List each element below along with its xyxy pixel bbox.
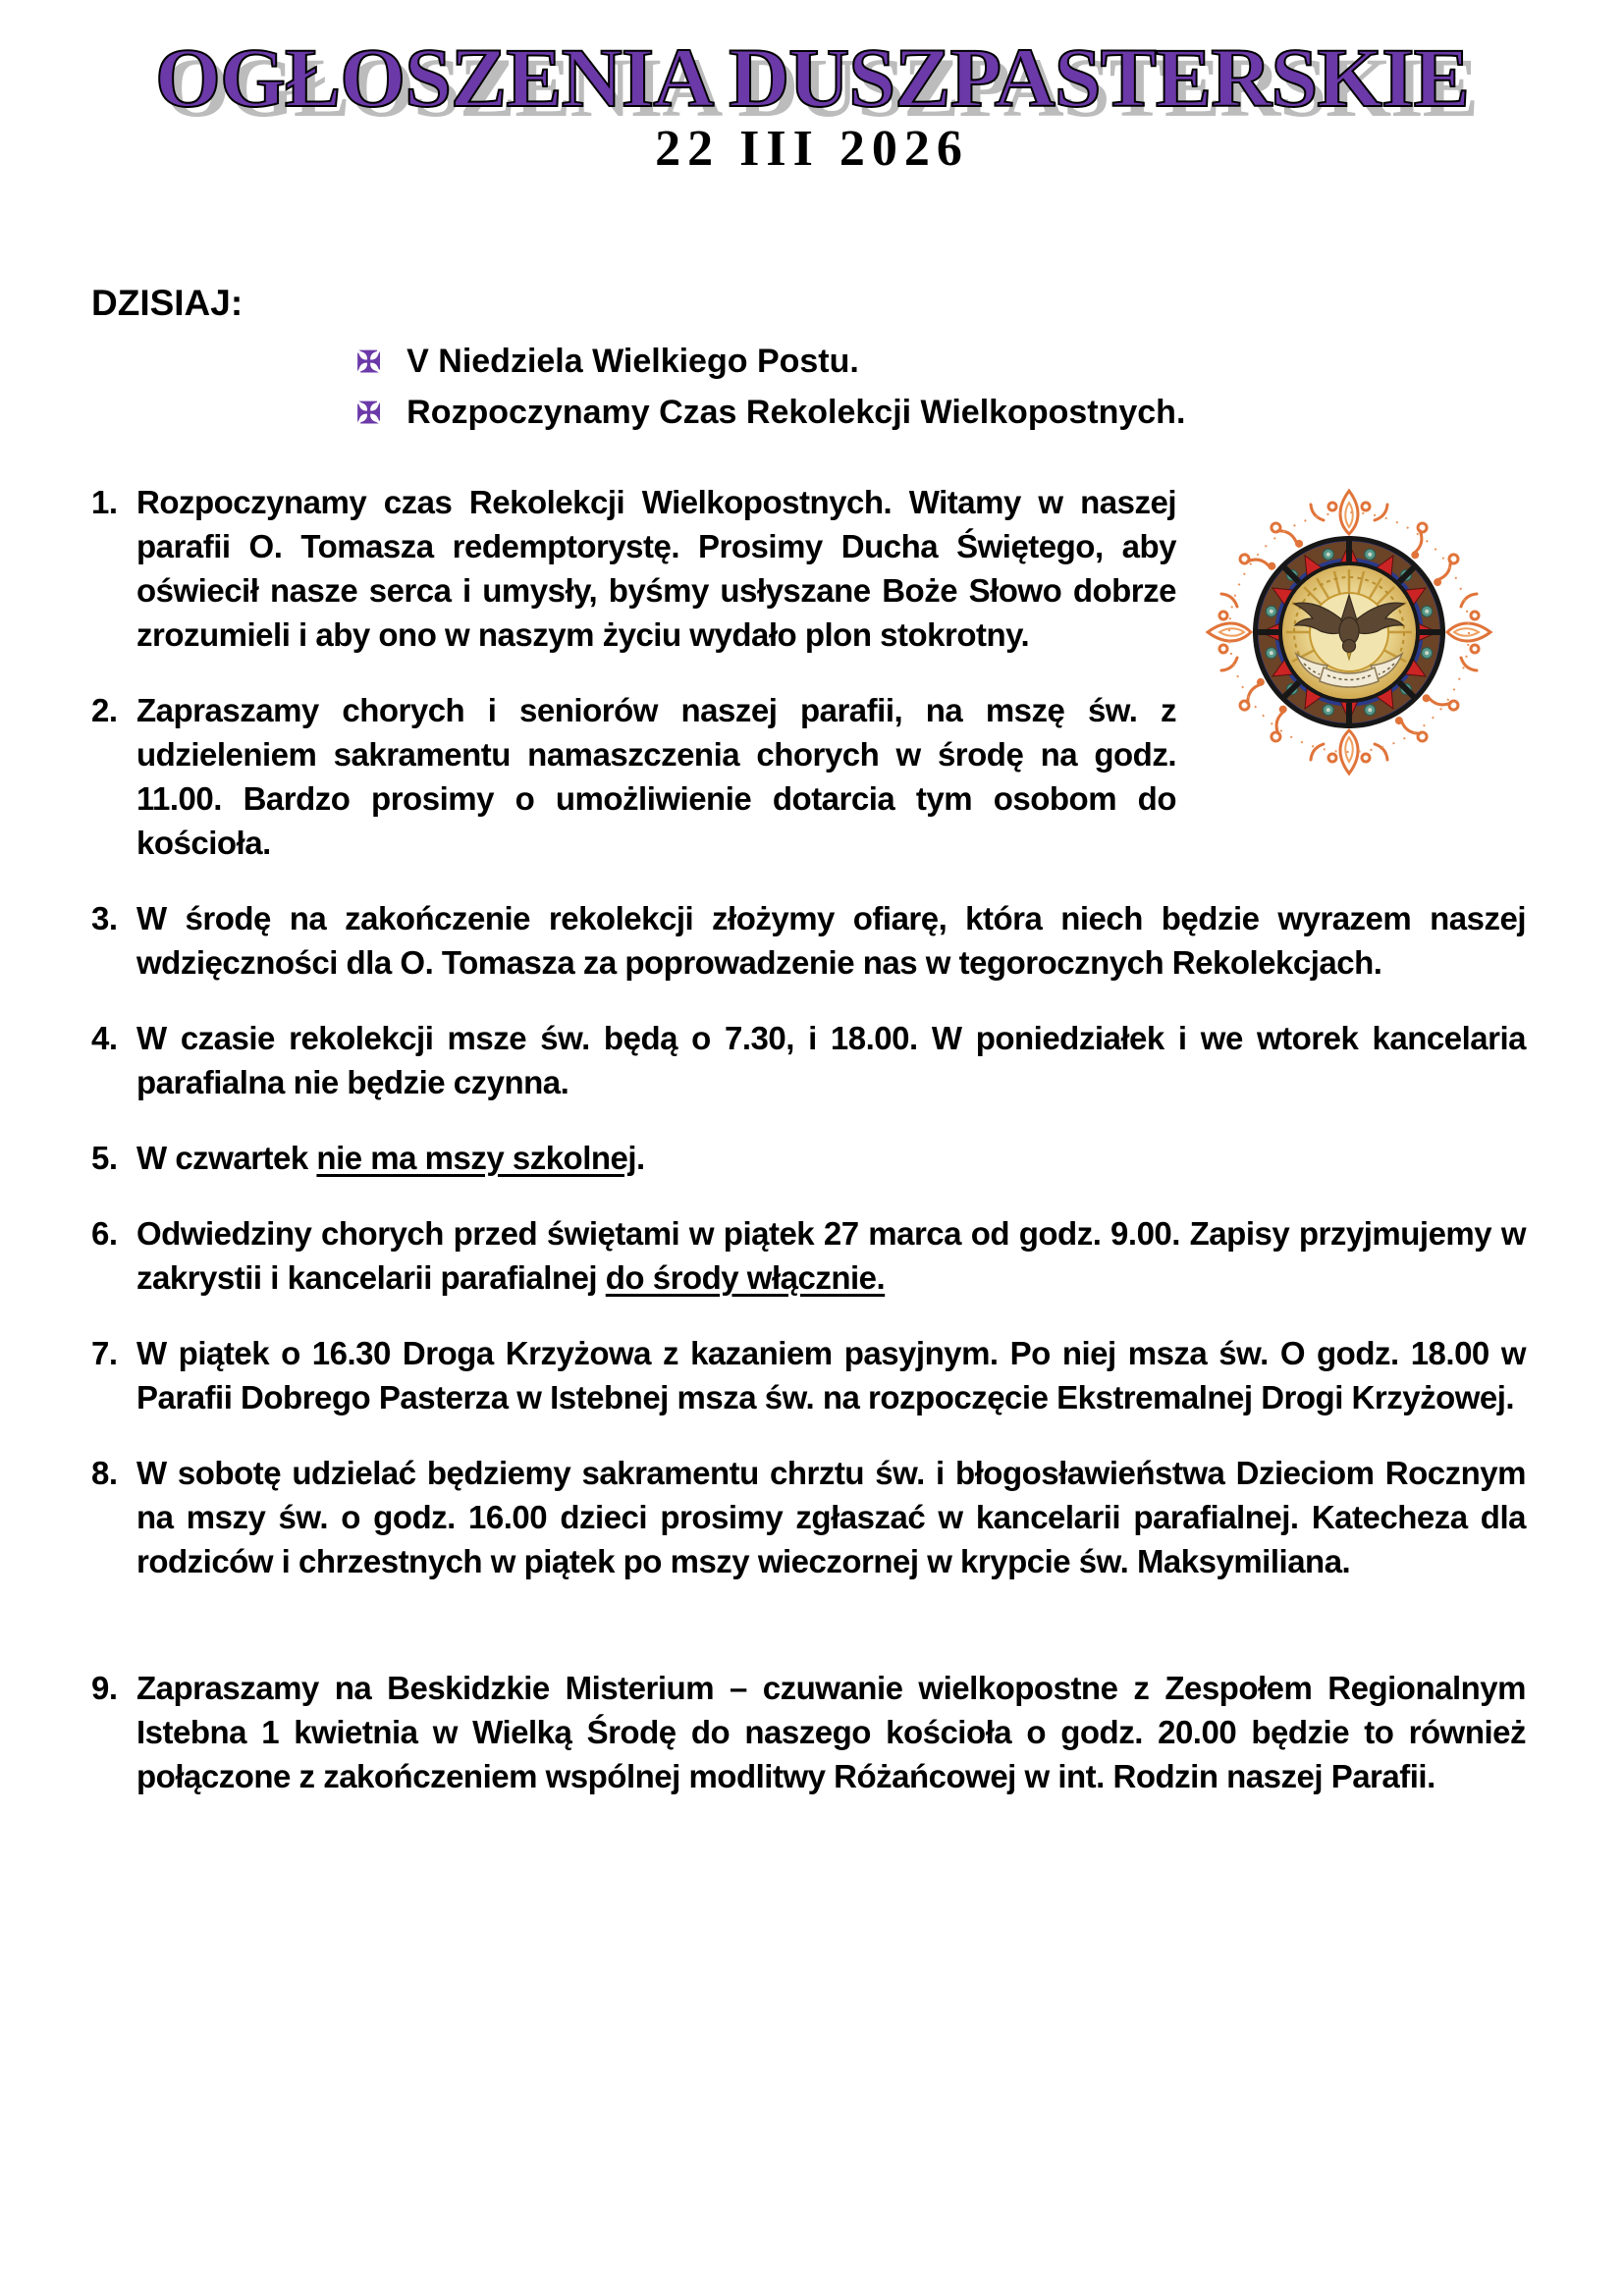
announcement-text: Odwiedziny chorych przed świętami w piątek 27 marca od godz. 9.00. Zapisy przyjmujemy w zakrystii i kancelarii parafialnej <box>136 1215 1526 1296</box>
announcements-section <box>91 480 1526 1798</box>
announcement-text: Zapraszamy chorych i seniorów naszej parafii, na mszę św. z udzieleniem sakramentu namaszczenia chorych w środę na godz. 11.00. Bardzo prosimy o umożliwienie dotarcia tym osobom do kościoła. <box>136 692 1176 861</box>
page-header <box>0 0 1624 178</box>
announcement-item <box>91 1211 1526 1300</box>
announcement-number: 3. <box>91 900 118 936</box>
announcement-item <box>91 1136 1526 1180</box>
announcement-text-underlined: nie ma mszy szkolnej <box>316 1140 637 1176</box>
today-item <box>356 388 1526 439</box>
announcement-number: 6. <box>91 1215 118 1252</box>
announcement-text: W czasie rekolekcji msze św. będą o 7.30, i 18.00. W poniedziałek i we wtorek kancelaria parafialna nie będzie czynna. <box>136 1020 1526 1100</box>
announcement-text: Zapraszamy na Beskidzkie Misterium – czuwanie wielkopostne z Zespołem Regionalnym Istebna 1 kwietnia w Wielką Środę do naszego kościoła o godz. 20.00 będzie to również połączone z zakończeniem wspólnej modlitwy Różańcowej w int. Rodzin naszej Parafii. <box>136 1670 1526 1794</box>
holy-spirit-stained-glass-image <box>1202 480 1496 784</box>
announcement-item <box>91 1331 1526 1419</box>
today-list <box>356 337 1526 439</box>
announcement-text: W czwartek <box>136 1140 317 1176</box>
announcement-item <box>91 896 1526 985</box>
announcement-item <box>91 1451 1526 1583</box>
announcement-number: 5. <box>91 1140 118 1176</box>
announcement-text: W piątek o 16.30 Droga Krzyżowa z kazaniem pasyjnym. Po niej msza św. O godz. 18.00 w Parafii Dobrego Pasterza w Istebnej msza św. na rozpoczęcie Ekstremalnej Drogi Krzyżowej. <box>136 1335 1526 1415</box>
announcement-item <box>91 1016 1526 1104</box>
maltese-cross-icon: ✠ <box>356 347 382 379</box>
announcement-number: 9. <box>91 1670 118 1706</box>
today-item-text: Rozpoczynamy Czas Rekolekcji Wielkopostnych. <box>406 394 1186 431</box>
announcement-text-underlined: do środy włącznie. <box>605 1259 886 1296</box>
announcement-text: . <box>636 1140 645 1176</box>
announcement-number: 7. <box>91 1335 118 1371</box>
announcement-text: W środę na zakończenie rekolekcji złożymy ofiarę, która niech będzie wyrazem naszej wdzięczności dla O. Tomasza za poprowadzenie nas w tegorocznych Rekolekcjach. <box>136 900 1526 981</box>
announcement-text: W sobotę udzielać będziemy sakramentu chrztu św. i błogosławieństwa Dzieciom Rocznym na mszy św. o godz. 16.00 dzieci prosimy zgłaszać w kancelarii parafialnej. Katecheza dla rodziców i chrzestnych w piątek po mszy wieczornej w krypcie św. Maksymiliana. <box>136 1455 1526 1579</box>
announcement-number: 2. <box>91 692 118 728</box>
page-date: 22 III 2026 <box>655 121 969 177</box>
today-item-text: V Niedziela Wielkiego Postu. <box>406 343 859 380</box>
announcement-number: 1. <box>91 484 118 520</box>
today-section <box>91 281 1526 439</box>
page-title: OGŁOSZENIA DUSZPASTERSKIE <box>155 30 1469 125</box>
announcement-text: Rozpoczynamy czas Rekolekcji Wielkopostnych. Witamy w naszej parafii O. Tomasza redemptorystę. Prosimy Ducha Świętego, aby oświecił nasze serca i umysły, byśmy usłyszane Boże Słowo dobrze zrozumieli i aby ono w naszym życiu wydało plon stokrotny. <box>136 484 1176 653</box>
maltese-cross-icon: ✠ <box>356 398 382 430</box>
announcement-number: 8. <box>91 1455 118 1491</box>
holy-spirit-dove-icon <box>1202 480 1496 784</box>
today-item <box>356 337 1526 388</box>
announcement-item <box>91 1666 1526 1798</box>
announcement-number: 4. <box>91 1020 118 1056</box>
today-label: DZISIAJ: <box>91 283 244 323</box>
